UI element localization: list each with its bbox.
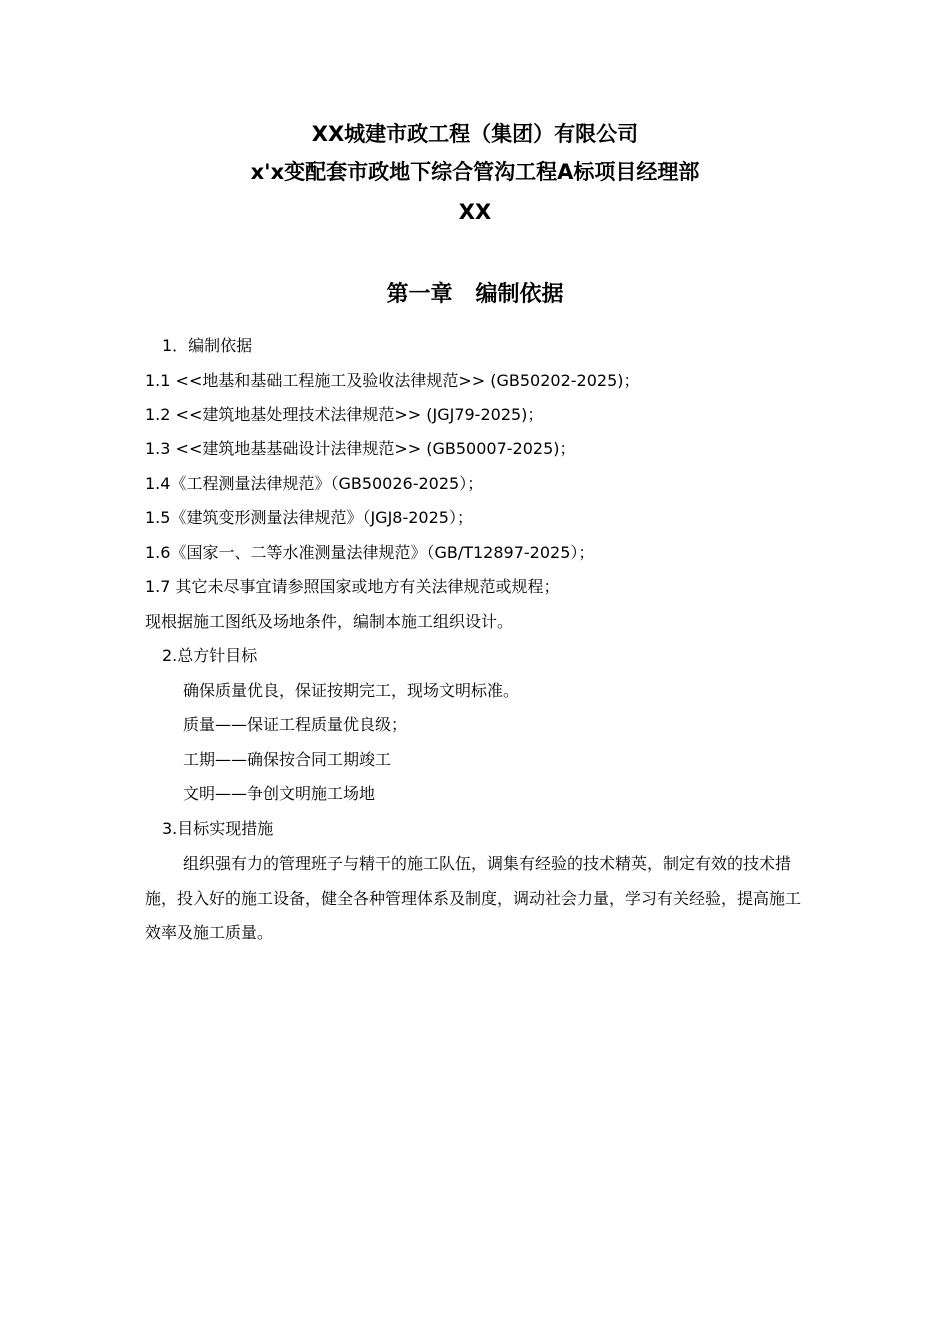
- goal-item: 确保质量优良，保证按期完工，现场文明标准。: [183, 681, 520, 700]
- goal-item: 工期——确保按合同工期竣工: [183, 750, 392, 769]
- section-heading-goals: 2.总方针目标: [162, 646, 258, 665]
- basis-item: 1.4《工程测量法律规范》（GB50026-2025）；: [145, 474, 484, 493]
- chapter-title: 第一章 编制依据: [386, 282, 564, 307]
- document-name: XX: [458, 200, 492, 224]
- goal-item: 文明——争创文明施工场地: [183, 784, 376, 803]
- basis-item: 1.7 其它未尽事宜请参照国家或地方有关法律规范或规程；: [145, 577, 560, 596]
- project-title: x'x变配套市政地下综合管沟工程A标项目经理部: [250, 160, 700, 184]
- goal-item: 质量——保证工程质量优良级；: [183, 715, 408, 734]
- basis-item: 1.3 <<建筑地基基础设计法律规范>> (GB50007-2025)；: [145, 439, 576, 458]
- basis-item: 1.2 <<建筑地基处理技术法律规范>> (JGJ79-2025)；: [145, 405, 544, 424]
- basis-closing: 现根据施工图纸及场地条件，编制本施工组织设计。: [145, 612, 514, 631]
- basis-item: 1.6《国家一、二等水准测量法律规范》（GB/T12897-2025）；: [145, 543, 595, 562]
- section-heading-measures: 3.目标实现措施: [162, 819, 274, 838]
- basis-item: 1.5《建筑变形测量法律规范》（JGJ8-2025）；: [145, 508, 473, 527]
- measures-paragraph: 组织强有力的管理班子与精干的施工队伍，调集有经验的技术精英，制定有效的技术措施，投入好的施工设备，健全各种管理体系及制度，调动社会力量，学习有关经验，提高施工效率及施工质量。: [145, 854, 802, 942]
- company-title: XX城建市政工程（集团）有限公司: [311, 122, 639, 146]
- basis-item: 1.1 <<地基和基础工程施工及验收法律规范>> (GB50202-2025)；: [145, 371, 640, 390]
- section-heading-basis: 1．编制依据: [162, 336, 253, 355]
